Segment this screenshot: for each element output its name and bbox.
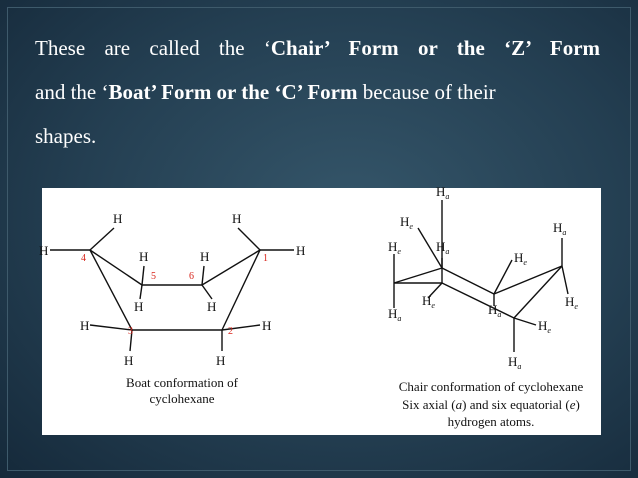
chair-h-axial [388, 306, 401, 323]
svg-text:Ha: $H_a$ [436, 239, 450, 256]
chair-hydrogen-labels [388, 184, 578, 371]
boat-h-label: H [139, 249, 149, 264]
text-run: Chair’ Form or the ‘Z’ Form [270, 36, 601, 60]
boat-h-label: H [39, 243, 49, 258]
chair-caption-line-3: hydrogen atoms. [447, 414, 535, 429]
svg-text:Ha: $H_a$ [508, 354, 522, 371]
carbon-number-1: 1 [263, 253, 268, 264]
boat-carbon-numbers [81, 253, 268, 337]
text-run: shapes. [35, 124, 97, 148]
svg-text:He: $H_e$ [538, 318, 551, 335]
chair-h-axial [508, 354, 521, 371]
boat-h-label: H [124, 353, 134, 368]
chair-caption-line-1: Chair conformation of cyclohexane [398, 379, 584, 394]
boat-h-label: H [200, 249, 210, 264]
chair-h-axial [436, 239, 449, 256]
cyclohexane-conformations-figure [39, 184, 601, 435]
text-line-1 [35, 26, 600, 70]
carbon-number-5: 5 [151, 271, 156, 282]
svg-text:He: $H_e$ [565, 294, 578, 311]
text-run: These are called the ‘ [35, 36, 271, 60]
chair-h-axial [488, 302, 501, 319]
chair-caption-line-2: Six axial (a) and six equatorial (e) [402, 397, 580, 412]
svg-text:Ha: $H_a$ [488, 302, 502, 319]
boat-hydrogen-labels [39, 211, 305, 368]
chair-h-equatorial [422, 293, 435, 310]
chair-h-equatorial [388, 239, 401, 256]
svg-text:Ha: $H_a$ [388, 306, 402, 323]
svg-text:Ha: $H_a$ [436, 184, 450, 201]
boat-h-label: H [232, 211, 242, 226]
boat-h-label: H [134, 299, 144, 314]
boat-h-label: H [216, 353, 226, 368]
figure-panel [39, 184, 601, 435]
chair-h-equatorial [538, 318, 551, 335]
boat-caption-line-2: cyclohexane [149, 391, 215, 406]
boat-h-label: H [296, 243, 306, 258]
svg-text:He: $H_e$ [400, 214, 413, 231]
boat-h-label: H [113, 211, 123, 226]
chair-h-equatorial [514, 250, 527, 267]
text-line-2 [35, 70, 600, 114]
boat-caption-line-1: Boat conformation of [126, 375, 238, 390]
carbon-number-2: 2 [228, 326, 233, 337]
svg-text:He: $H_e$ [514, 250, 527, 267]
carbon-number-6: 6 [189, 271, 194, 282]
boat-h-label: H [207, 299, 217, 314]
boat-h-label: H [262, 318, 272, 333]
carbon-number-4: 4 [81, 253, 86, 264]
boat-h-label: H [80, 318, 90, 333]
text-run: and the ‘ [35, 80, 109, 104]
text-run: Boat’ Form or the ‘C’ Form [108, 80, 358, 104]
chair-h-axial [553, 220, 566, 237]
text-run: because of their [357, 80, 496, 104]
svg-text:He: $H_e$ [422, 293, 435, 310]
text-line-3 [35, 114, 600, 158]
carbon-number-3: 3 [128, 326, 133, 337]
chair-h-equatorial [565, 294, 578, 311]
slide-body-text [35, 26, 600, 158]
svg-text:He: $H_e$ [388, 239, 401, 256]
svg-text:Ha: $H_a$ [553, 220, 567, 237]
chair-h-equatorial [400, 214, 413, 231]
